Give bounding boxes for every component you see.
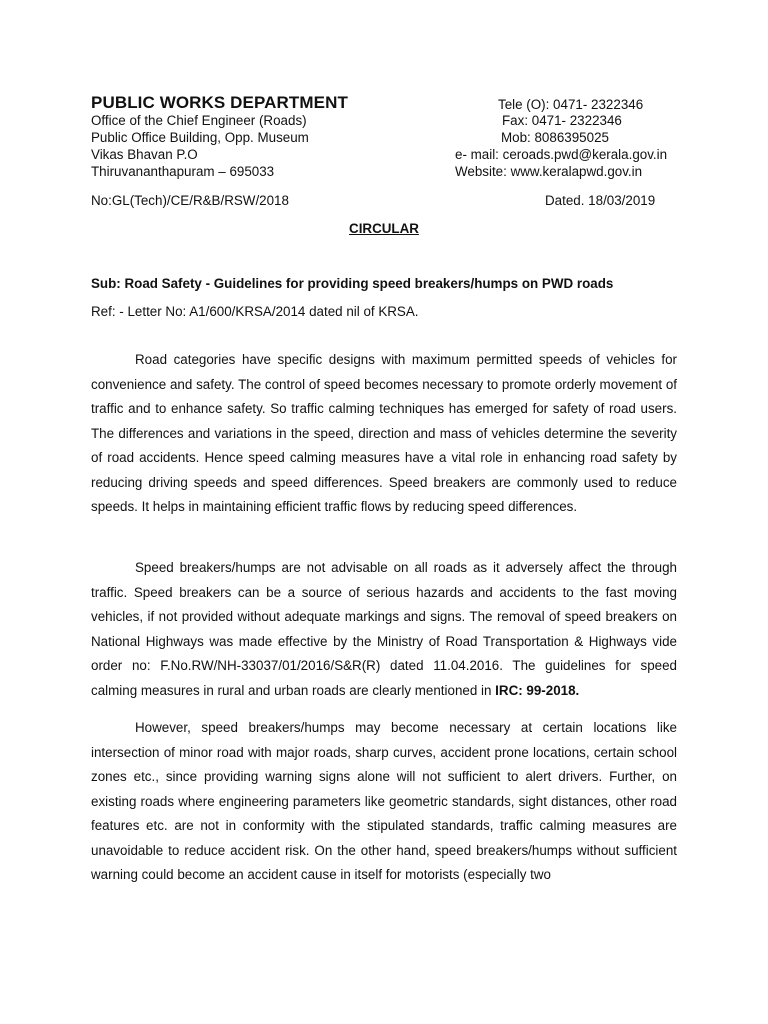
- website: Website: www.keralapwd.gov.in: [455, 164, 643, 179]
- reference-line: Ref: - Letter No: A1/600/KRSA/2014 dated nil of KRSA.: [91, 304, 419, 319]
- address-line-4: Thiruvananthapuram – 695033: [91, 164, 275, 179]
- department-title: PUBLIC WORKS DEPARTMENT: [91, 93, 348, 112]
- irc-reference: IRC: 99-2018.: [495, 682, 580, 698]
- subject-line: Sub: Road Safety - Guidelines for providing speed breakers/humps on PWD roads: [91, 276, 614, 291]
- paragraph-1: Road categories have specific designs with maximum permitted speeds of vehicles for convenience and safety. The control of speed becomes necessary to promote orderly movement of traffic and to enhance safety. So traffic calming techniques has emerged for safety of road users. The differences and variations in the speed, direction and mass of vehicles determine the severity of road accidents. Hence speed calming measures have a vital role in enhancing road safety by reducing driving speeds and speed differences. Speed breakers are commonly used to reduce speeds. It helps in maintaining efficient traffic flows by reducing speed differences.: [91, 352, 677, 514]
- circular-heading: CIRCULAR: [349, 221, 419, 236]
- fax: Fax: 0471- 2322346: [502, 113, 622, 128]
- address-line-3: Vikas Bhavan P.O: [91, 147, 198, 162]
- address-line-1: Office of the Chief Engineer (Roads): [91, 113, 307, 128]
- paragraph-2-text: Speed breakers/humps are not advisable on all roads as it adversely affect the through traffic. Speed breakers can be a source of serious hazards and accidents to the fast moving vehicles, if not provided without adequate markings and signs. The removal of speed breakers on National Highways was made effective by the Ministry of Road Transportation & Highways vide order no: F.No.RW/NH-33037/01/2016/S&R(R) dated 11.04.2016. The guidelines for speed calming measures in rural and urban roads are clearly mentioned in: [91, 560, 677, 698]
- document-date: Dated. 18/03/2019: [545, 193, 656, 208]
- document-number: No:GL(Tech)/CE/R&B/RSW/2018: [91, 193, 289, 208]
- telephone: Tele (O): 0471- 2322346: [498, 97, 644, 112]
- paragraph-3: However, speed breakers/humps may become necessary at certain locations like intersection of minor road with major roads, sharp curves, accident prone locations, certain school zones etc., since providing warning signs alone will not sufficient to alert drivers. Further, on existing roads where engineering parameters like geometric standards, sight distances, other road features etc. are not in conformity with the stipulated standards, traffic calming measures are unavoidable to reduce accident risk. On the other hand, speed breakers/humps without sufficient warning could become an accident cause in itself for motorists (especially two: [91, 720, 677, 882]
- paragraph-2: [91, 556, 677, 703]
- mobile: Mob: 8086395025: [501, 130, 609, 145]
- email: e- mail: ceroads.pwd@kerala.gov.in: [455, 147, 668, 162]
- address-line-2: Public Office Building, Opp. Museum: [91, 130, 309, 145]
